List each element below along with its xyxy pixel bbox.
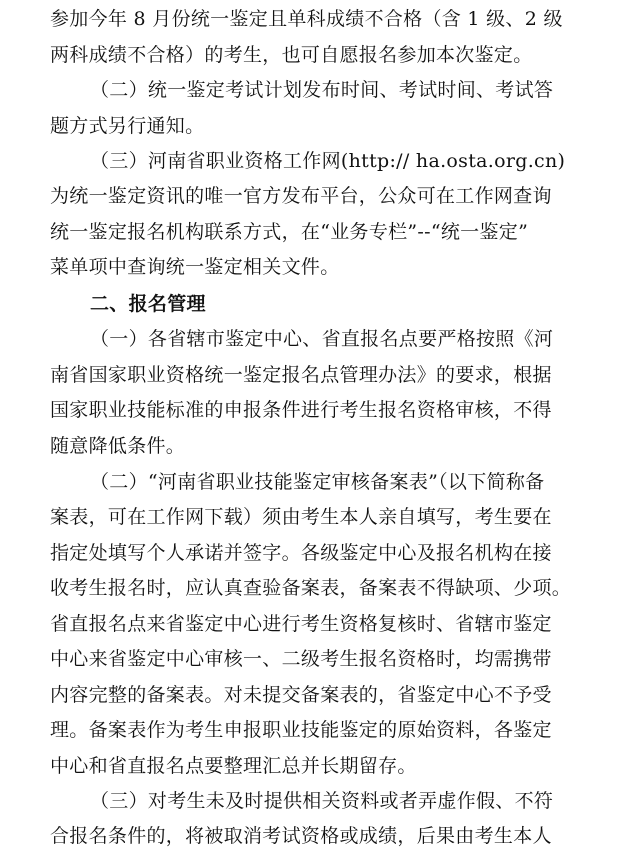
text-line: 随意降低条件。 — [50, 435, 186, 457]
text-line: 收考生报名时，应认真查验备案表，备案表不得缺项、少项。 — [50, 577, 572, 599]
text-line: 中心来省鉴定中心审核一、二级考生报名资格时，均需携带 — [50, 648, 552, 670]
text-line: 合报名条件的，将被取消考试资格或成绩，后果由考生本人 — [50, 825, 552, 847]
text-line: 题方式另行通知。 — [50, 115, 205, 137]
paragraph-start-line: （三）对考生未及时提供相关资料或者弄虚作假、不符 — [90, 790, 554, 812]
text-line: 菜单项中查询统一鉴定相关文件。 — [50, 256, 340, 278]
paragraph-start-line: （三）河南省职业资格工作网(http:// ha.osta.org.cn) — [90, 150, 566, 172]
text-line: 两科成绩不合格）的考生，也可自愿报名参加本次鉴定。 — [50, 44, 533, 66]
text-line: 国家职业技能标准的申报条件进行考生报名资格审核，不得 — [50, 399, 552, 421]
text-line: 理。备案表作为考生申报职业技能鉴定的原始资料，各鉴定 — [50, 719, 552, 741]
section-heading: 二、报名管理 — [90, 293, 206, 315]
text-line: 统一鉴定报名机构联系方式，在“业务专栏”--“统一鉴定” — [50, 221, 529, 243]
text-line: 内容完整的备案表。对未提交备案表的，省鉴定中心不予受 — [50, 684, 552, 706]
text-line: 参加今年 8 月份统一鉴定且单科成绩不合格（含 1 级、2 级 — [50, 8, 563, 30]
text-line: 案表，可在工作网下载）须由考生本人亲自填写，考生要在 — [50, 506, 552, 528]
paragraph-start-line: （一）各省辖市鉴定中心、省直报名点要严格按照《河 — [90, 328, 554, 350]
text-line: 指定处填写个人承诺并签字。各级鉴定中心及报名机构在接 — [50, 542, 552, 564]
paragraph-start-line: （二）“河南省职业技能鉴定审核备案表”（以下简称备 — [90, 471, 545, 493]
text-line: 中心和省直报名点要整理汇总并长期留存。 — [50, 755, 417, 777]
paragraph-start-line: （二）统一鉴定考试计划发布时间、考试时间、考试答 — [90, 79, 554, 101]
text-line: 省直报名点来省鉴定中心进行考生资格复核时、省辖市鉴定 — [50, 613, 552, 635]
text-line: 南省国家职业资格统一鉴定报名点管理办法》的要求，根据 — [50, 364, 552, 386]
text-line: 为统一鉴定资讯的唯一官方发布平台，公众可在工作网查询 — [50, 185, 552, 207]
